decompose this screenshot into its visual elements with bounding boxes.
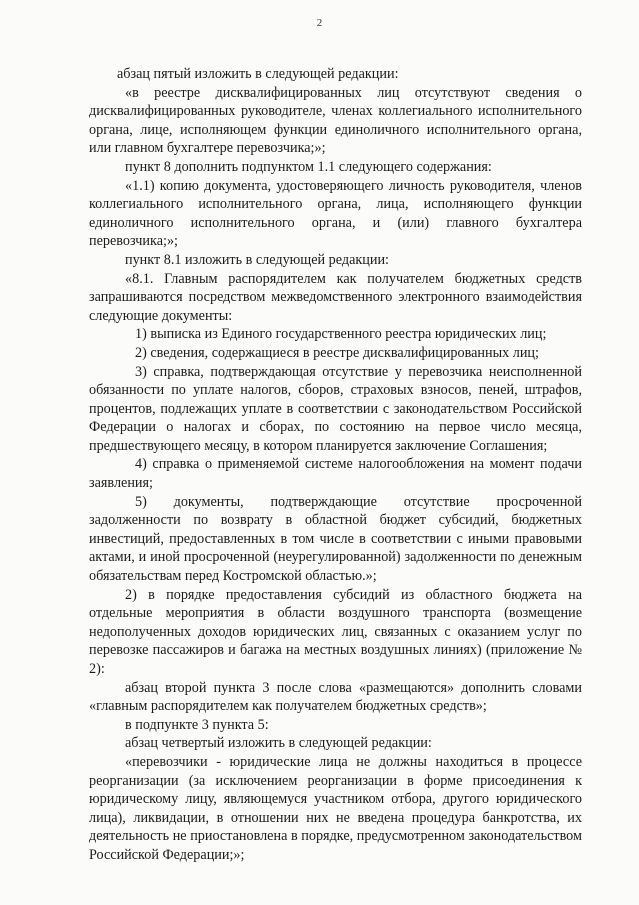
paragraph-10: 4) справка о применяемой системе налогообложения на момент подачи заявления;: [89, 456, 582, 492]
paragraph-7: 1) выписка из Единого государственного реестра юридических лиц;: [135, 326, 547, 343]
paragraph-5: пункт 8.1 изложить в следующей редакции:: [125, 251, 389, 268]
paragraph-13: абзац второй пункта 3 после слова «размещаются» дополнить словами «главным распорядителем как получателем бюджетных средств»;: [89, 679, 582, 715]
page-number: 2: [316, 17, 323, 29]
document-body: [89, 65, 582, 865]
paragraph-1: абзац пятый изложить в следующей редакции:: [117, 66, 399, 82]
paragraph-12: 2) в порядке предоставления субсидий из областного бюджета на отдельные мероприятия в области воздушного транспорта (возмещение недополученных доходов юридических лиц, связанных с оказанием услуг по перевозке пассажиров и багажа на местных воздушных линиях) (приложение № 2):: [89, 586, 582, 677]
paragraph-16: «перевозчики - юридические лица не должны находиться в процессе реорганизации (за исключением реорганизации в форме присоединения к юридическому лицу, являющемуся участником отбора, другого юридического лица), ликвидации, в отношении них не введена процедура банкротства, их деятельность не приостановлена в порядке, предусмотренном законодательством Российской Федерации;»;: [89, 753, 582, 863]
paragraph-8: 2) сведения, содержащиеся в реестре дисквалифицированных лиц;: [135, 344, 539, 361]
paragraph-2: «в реестре дисквалифицированных лиц отсутствуют сведения о дисквалифицированных руководителе, членах коллегиального исполнительного органа, лице, исполняющем функции единоличного исполнительного органа, или главном бухгалтере перевозчика;»;: [89, 84, 582, 157]
paragraph-4: «1.1) копию документа, удостоверяющего личность руководителя, членов коллегиального исполнительного органа, лица, исполняющего функции единоличного исполнительного органа, и (или) главного бухгалтера перевозчика;»;: [89, 177, 582, 250]
paragraph-9: 3) справка, подтверждающая отсутствие у перевозчика неисполненной обязанности по уплате налогов, сборов, страховых взносов, пеней, штрафов, процентов, подлежащих уплате в соответствии с законодательством Российской Федерации о налогах и сборах, по состоянию на первое число месяца, предшествующего месяцу, в котором планируется заключение Соглашения;: [89, 363, 582, 454]
paragraph-14: в подпункте 3 пункта 5:: [125, 716, 269, 733]
paragraph-15: абзац четвертый изложить в следующей редакции:: [125, 735, 432, 752]
paragraph-6: «8.1. Главным распорядителем как получателем бюджетных средств запрашиваются посредством межведомственного электронного взаимодействия следующие документы:: [89, 270, 582, 324]
paragraph-3: пункт 8 дополнить подпунктом 1.1 следующего содержания:: [125, 158, 492, 175]
paragraph-11: 5) документы, подтверждающие отсутствие просроченной задолженности по возврату в областной бюджет субсидий, бюджетных инвестиций, предоставленных в том числе в соответствии с иными правовыми актами, и иной просроченной (неурегулированной) задолженности по денежным обязательствам перед Костромской областью.»;: [89, 493, 582, 585]
